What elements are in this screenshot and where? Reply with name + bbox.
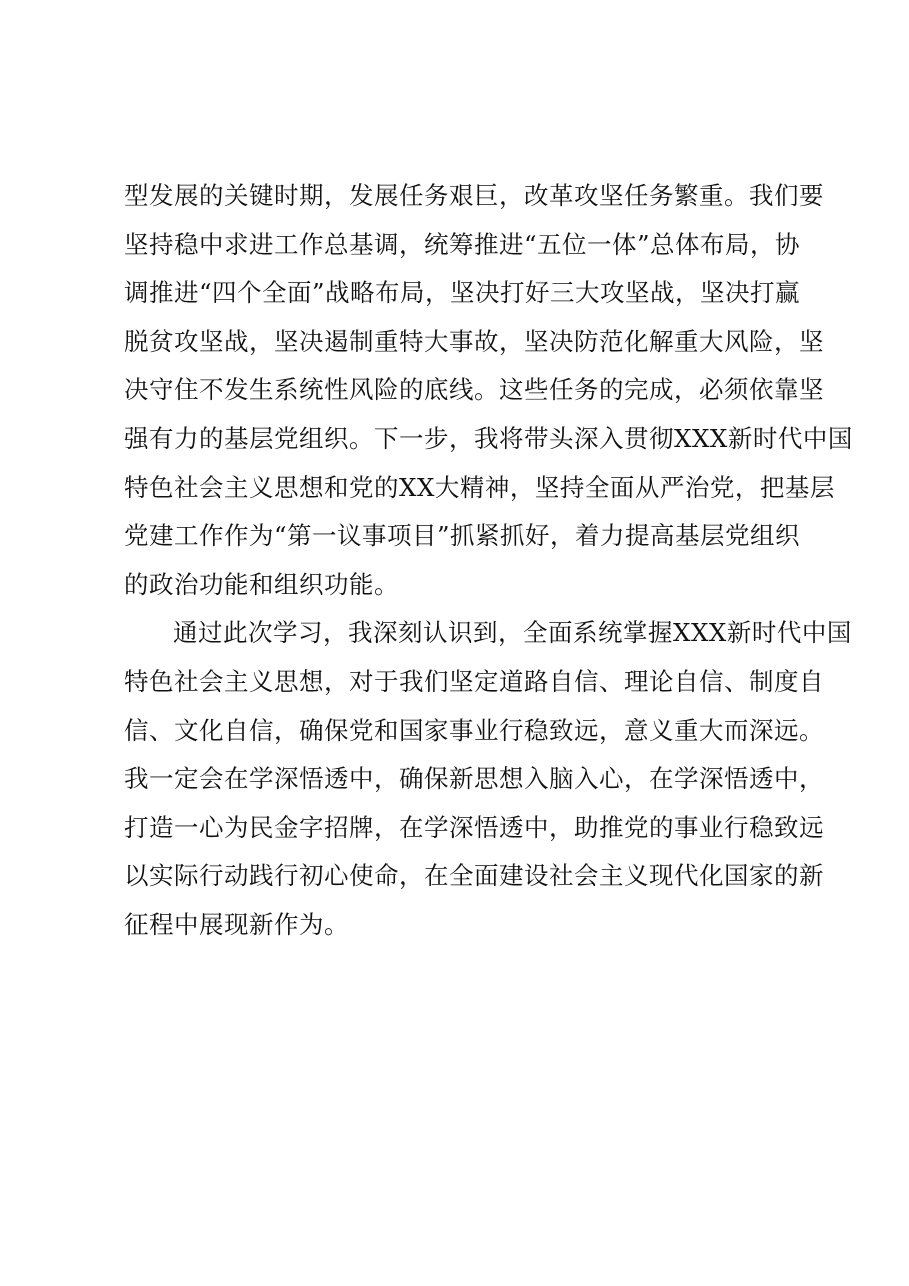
paragraph-line: 通过此次学习，我深刻认识到，全面系统掌握XXX新时代中国 — [173, 618, 852, 648]
paragraph-line: 型发展的关键时期，发展任务艰巨，改革攻坚任务繁重。我们要 — [124, 181, 824, 210]
paragraph-line: 坚持稳中求进工作总基调，统筹推进“五位一体”总体布局，协 — [124, 229, 801, 259]
paragraph-1 — [124, 172, 853, 609]
paragraph-line: 脱贫攻坚战，坚决遏制重特大事故，坚决防范化解重大风险，坚 — [124, 326, 824, 356]
paragraph-line: 特色社会主义思想和党的XX大精神，坚持全面从严治党，把基层 — [124, 472, 835, 502]
document-body — [124, 172, 853, 950]
paragraph-2 — [124, 609, 852, 949]
paragraph-line: 以实际行动践行初心使命，在全面建设社会主义现代化国家的新 — [124, 861, 824, 891]
paragraph-line: 调推进“四个全面”战略布局，坚决打好三大攻坚战，坚决打赢 — [124, 278, 801, 308]
paragraph-line: 信、文化自信，确保党和国家事业行稳致远，意义重大而深远。 — [124, 715, 824, 745]
paragraph-line: 党建工作作为“第一议事项目”抓紧抓好，着力提高基层党组织 — [124, 521, 801, 551]
paragraph-line: 的政治功能和组织功能。 — [124, 569, 399, 599]
paragraph-line: 征程中展现新作为。 — [124, 909, 349, 939]
paragraph-line: 打造一心为民金字招牌，在学深悟透中，助推党的事业行稳致远 — [124, 812, 824, 842]
paragraph-line: 特色社会主义思想，对于我们坚定道路自信、理论自信、制度自 — [124, 666, 824, 696]
paragraph-line: 决守住不发生系统性风险的底线。这些任务的完成，必须依靠坚 — [124, 375, 824, 405]
paragraph-line: 我一定会在学深悟透中，确保新思想入脑入心，在学深悟透中， — [124, 764, 824, 794]
paragraph-line: 强有力的基层党组织。下一步，我将带头深入贯彻XXX新时代中国 — [124, 423, 853, 453]
